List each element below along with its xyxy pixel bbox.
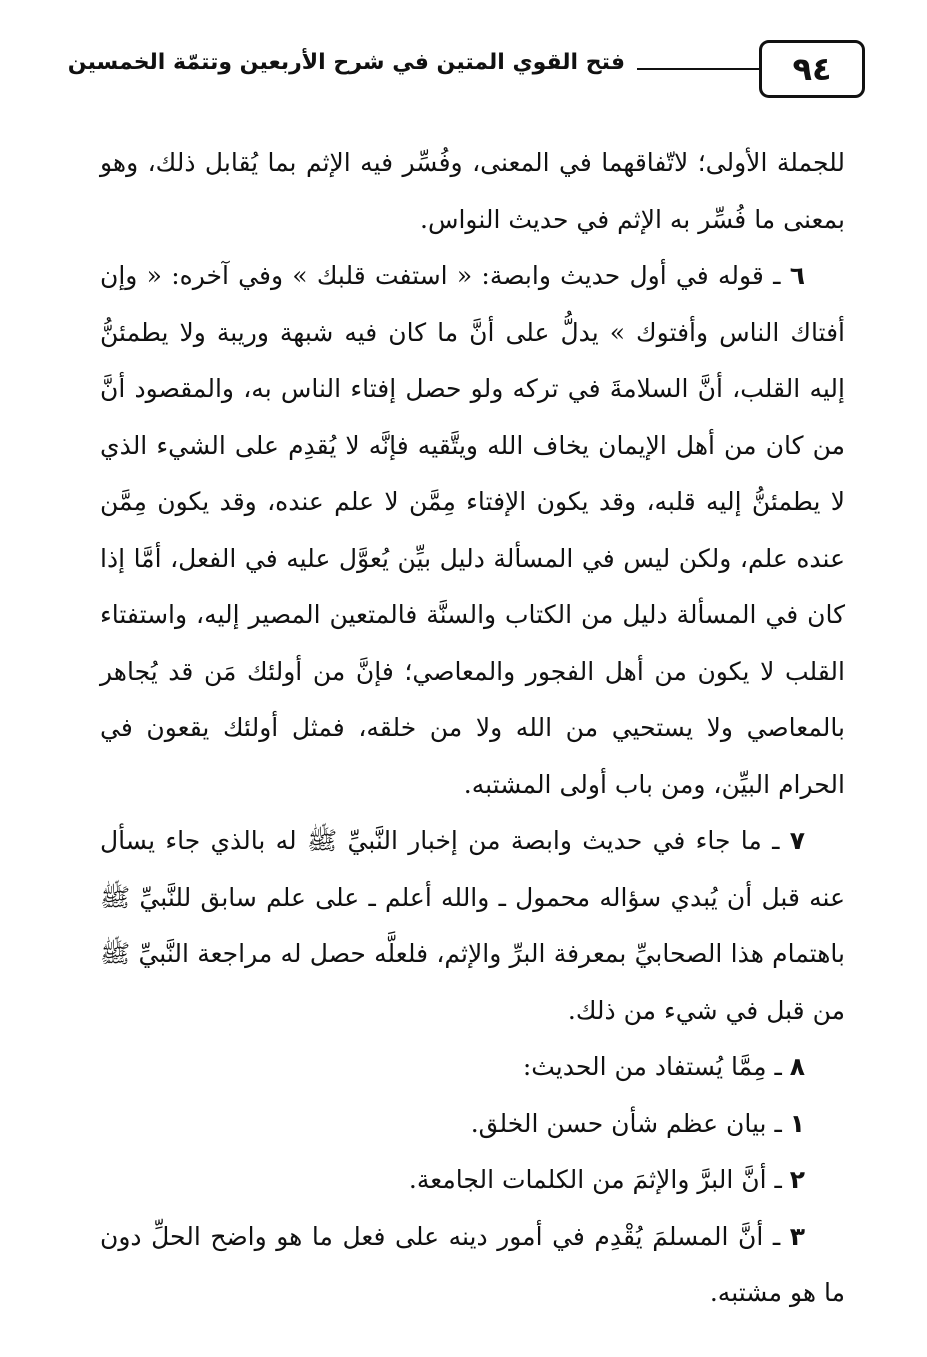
- list-item-number: ١: [789, 1108, 805, 1138]
- page-header: [67, 40, 865, 110]
- paragraph: [100, 813, 845, 1039]
- paragraph-text: ـ مِمَّا يُستفاد من الحديث:: [522, 1052, 790, 1081]
- list-item: [100, 1096, 845, 1153]
- list-item: [100, 1152, 845, 1209]
- list-item: [100, 1209, 845, 1322]
- page-number: ٩٤: [759, 40, 865, 98]
- list-item-text: ـ أنَّ المسلمَ يُقْدِم في أمور دينه على فعل ما هو واضح الحلِّ دون ما هو مشتبه.: [100, 1221, 845, 1307]
- paragraph-number: ٧: [789, 826, 805, 855]
- paragraph: [100, 1039, 845, 1096]
- list-item-number: ٣: [789, 1221, 805, 1251]
- list-item-number: ٢: [789, 1165, 805, 1194]
- paragraph-text: للجملة الأولى؛ لاتّفاقهما في المعنى، وفُسِّر فيه الإثم بما يُقابل ذلك، وهو بمعنى ما فُسِّر به الإثم في حديث النواس.: [100, 148, 845, 234]
- list-item-text: ـ بيان عظم شأن حسن الخلق.: [470, 1108, 790, 1138]
- paragraph-number: ٦: [789, 261, 805, 290]
- list-item-text: ـ أنَّ البرَّ والإثمَ من الكلمات الجامعة.: [408, 1165, 790, 1194]
- page-body: [100, 135, 845, 1322]
- paragraph: [100, 135, 845, 248]
- book-title: فتح القوي المتين في شرح الأربعين وتتمّة الخمسين: [67, 50, 625, 75]
- paragraph-text: ـ ما جاء في حديث وابصة من إخبار النَّبيِّ ﷺ له بالذي جاء يسأل عنه قبل أن يُبدي سؤاله محمول ـ والله أعلم ـ على علم سابق للنَّبيِّ ﷺ باهتمام هذا الصحابيِّ بمعرفة البرِّ والإثم، فلعلَّه حصل له مراجعة النَّبيِّ ﷺ من قبل في شيء من ذلك.: [100, 826, 845, 1025]
- header-rule: [637, 68, 762, 70]
- paragraph-text: ـ قوله في أول حديث وابصة: « استفت قلبك » وفي آخره: « وإن أفتاك الناس وأفتوك » يدلُّ على أنَّ ما كان فيه شبهة وريبة ولا يطمئنُّ إليه القلب، أنَّ السلامةَ في تركه ولو حصل إفتاء الناس به، والمقصود أنَّ من كان من أهل الإيمان يخاف الله ويتَّقيه فإنَّه لا يُقدِم على الشيء الذي لا يطمئنُّ إليه قلبه، وقد يكون الإفتاء مِمَّن لا علم عنده، وقد يكون مِمَّن عنده علم، ولكن ليس في المسألة دليل بيِّن يُعوَّل عليه في الفعل، أمَّا إذا كان في المسألة دليل من الكتاب والسنَّة فالمتعين المصير إليه، واستفتاء القلب لا يكون من أهل الفجور والمعاصي؛ فإنَّ من أولئك مَن قد يُجاهر بالمعاصي ولا يستحيي من الله ولا من خلقه، فمثل أولئك يقعون في الحرام البيِّن، ومن باب أولى المشتبه.: [100, 261, 845, 799]
- paragraph: [100, 248, 845, 813]
- paragraph-number: ٨: [789, 1052, 805, 1081]
